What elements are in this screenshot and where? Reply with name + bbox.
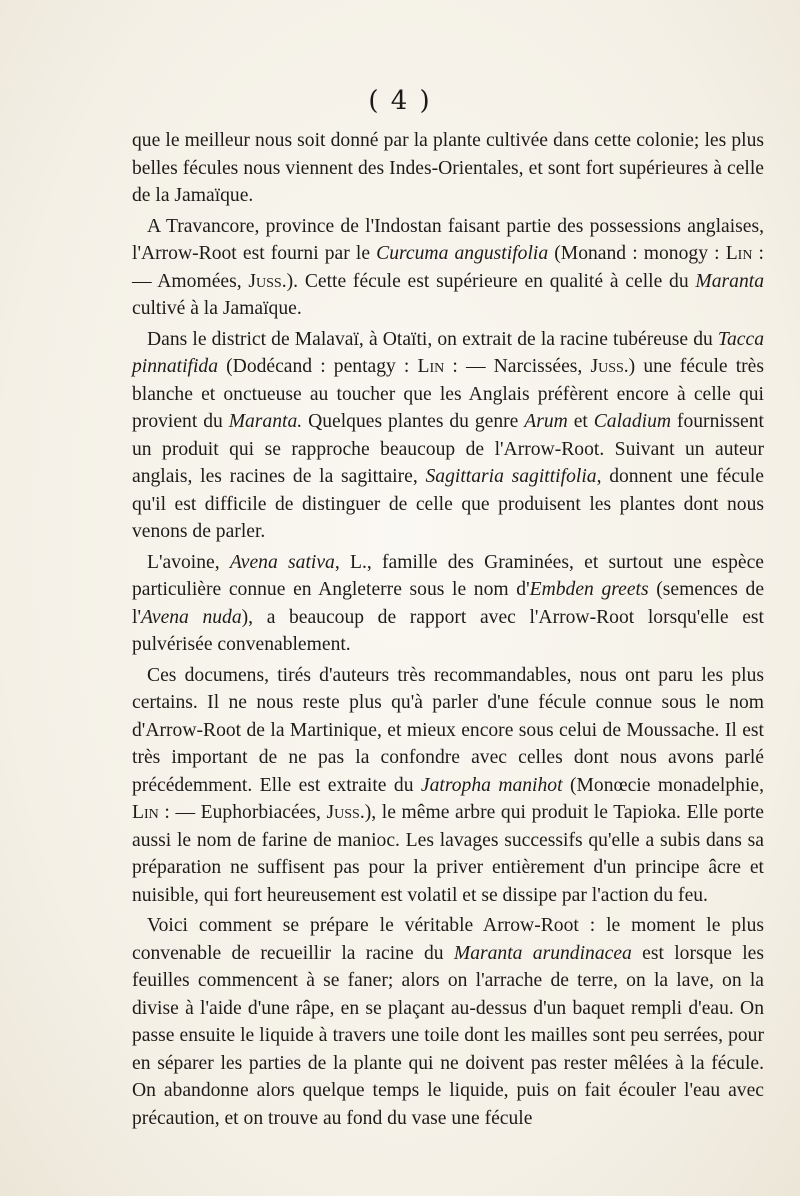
italic-text: Tacca pinnatifida <box>132 328 764 377</box>
text-run: cultivé à la Jamaïque. <box>132 298 302 319</box>
text-run: et <box>567 411 594 432</box>
text-run: L'avoine, <box>147 551 230 573</box>
text-run: ), a beaucoup de rapport avec l'Arrow-Root lorsqu'elle est pulvérisée convenablement. <box>132 606 764 655</box>
text-run: : — Narcissées, <box>444 356 591 377</box>
italic-text: Curcuma angustifolia <box>376 243 549 264</box>
text-run: est lorsque les feuilles commencent à se faner; alors on l'arrache de terre, on la lave, on la divise à l'aide d'une râpe, en se plaçant au-dessus d'un baquet rempli d'eau. On passe ensuite le liquide à travers une toile dont les mailles sont peu serrées, pour en séparer les parties de la plante qui ne doivent pas rester mêlées à la fécule. On abandonne alors quelque temps le liquide, puis on fait écouler l'eau avec précaution, et on trouve au fond du vase une fécule <box>132 942 764 1129</box>
italic-text: Caladium <box>593 411 672 432</box>
text-run: que le meilleur nous soit donné par la plante cultivée dans cette colonie; les plus belles fécules nous viennent des Indes-Orientales, et sont fort supérieures à celle de la Jamaïque. <box>132 130 764 206</box>
italic-text: Avena sativa <box>229 551 335 573</box>
paragraph <box>132 912 764 1132</box>
smallcaps-text: Lin <box>417 356 445 377</box>
text-run: : — Euphorbiacées, <box>158 802 327 823</box>
text-run: (Monœcie monadelphie, <box>562 774 764 796</box>
text-run: .), le même arbre qui produit le Tapioka. Elle porte aussi le nom de farine de manioc. Les lavages successifs qu'elle a subis dans sa préparation ne suffisent pas pour la priver entièrement d'un principe âcre et nuisible, qui fort heureusement est volatil et se dissipe par l'action du feu. <box>132 802 765 906</box>
italic-text: Embden greets <box>529 579 649 600</box>
smallcaps-text: Juss <box>248 270 282 292</box>
smallcaps-text: Juss <box>326 802 360 823</box>
page-number: ( 4 ) <box>368 86 432 116</box>
paragraph <box>132 662 764 910</box>
body-text <box>132 127 764 1135</box>
text-run: , donnent une fécule qu'il est difficile de distinguer de celle que produisent les plantes dont nous venons de parler. <box>132 466 764 542</box>
italic-text: Maranta <box>695 270 764 292</box>
smallcaps-text: Lin <box>132 802 159 823</box>
text-run: .). Cette fécule est supérieure en qualité à celle du <box>281 270 696 292</box>
text-run: Ces documens, tirés d'auteurs très recommandables, nous ont paru les plus certains. Il ne nous reste plus qu'à parler d'une fécule connue sous le nom d'Arrow-Root de la Martinique, et mieux encore sous celui de Moussache. Il est très important de ne pas la confondre avec celles dont nous avons parlé précédemment. Elle est extraite du <box>132 664 764 796</box>
smallcaps-text: Lin <box>725 243 753 264</box>
italic-text: Avena nuda <box>140 606 242 628</box>
text-run: (semences de l' <box>132 579 765 628</box>
italic-text: Jatropha manihot <box>420 774 563 796</box>
text-run: Voici comment se prépare le véritable Arrow-Root : le moment le plus convenable de recueillir la racine du <box>132 915 764 964</box>
paragraph <box>132 213 764 323</box>
text-run: : — Amomées, <box>132 243 765 292</box>
smallcaps-text: Juss <box>590 356 624 377</box>
text-run: fournissent un produit qui se rapproche beaucoup de l'Arrow-Root. Suivant un auteur anglais, les racines de la sagittaire, <box>132 411 764 487</box>
text-run: A Travancore, province de l'Indostan faisant partie des possessions anglaises, l'Arrow-Root est fourni par le <box>132 215 764 264</box>
italic-text: Maranta arundinacea <box>453 942 632 964</box>
text-run: .) une fécule très blanche et onctueuse au toucher que les Anglais préfèrent encore à celle qui provient du <box>132 356 765 432</box>
paragraph <box>132 127 764 210</box>
italic-text: Arum <box>524 411 568 432</box>
italic-text: Sagittaria sagittifolia <box>425 466 597 487</box>
text-run: (Dodécand : pentagy : <box>218 356 418 377</box>
text-run: Dans le district de Malavaï, à Otaïti, on extrait de la racine tubéreuse du <box>147 328 718 350</box>
text-run: Quelques plantes du genre <box>302 411 525 432</box>
text-run: (Monand : monogy : <box>548 243 726 264</box>
text-run: , L., famille des Graminées, et surtout une espèce particulière connue en Angleterre sous le nom d' <box>132 551 764 600</box>
paragraph <box>132 326 764 546</box>
paragraph <box>132 549 764 659</box>
italic-text: Maranta. <box>228 411 303 432</box>
